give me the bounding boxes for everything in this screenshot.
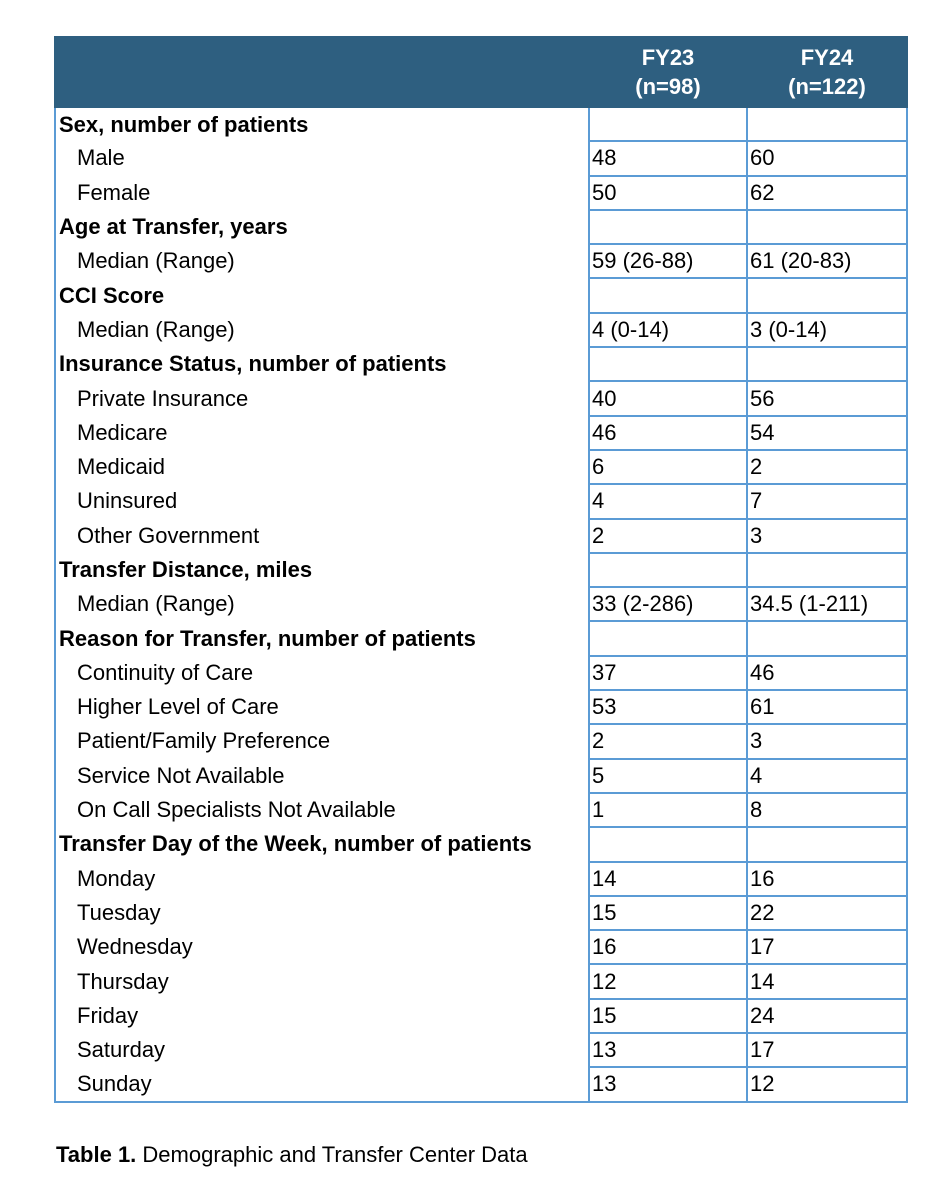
table-row xyxy=(55,724,907,758)
header-blank-cell xyxy=(55,37,589,107)
row-label: Male xyxy=(55,141,589,175)
table-row xyxy=(55,930,907,964)
table-row xyxy=(55,176,907,210)
row-label: Uninsured xyxy=(55,484,589,518)
row-label: On Call Specialists Not Available xyxy=(55,793,589,827)
fy23-value: 59 (26-88) xyxy=(589,244,747,278)
fy24-value: 24 xyxy=(747,999,907,1033)
fy24-value: 22 xyxy=(747,896,907,930)
fy23-value xyxy=(589,827,747,861)
fy23-value: 2 xyxy=(589,519,747,553)
fy23-value: 14 xyxy=(589,862,747,896)
fy23-value: 40 xyxy=(589,381,747,415)
table-row xyxy=(55,862,907,896)
section-row xyxy=(55,107,907,141)
row-label: Service Not Available xyxy=(55,759,589,793)
table-row xyxy=(55,244,907,278)
fy23-value: 50 xyxy=(589,176,747,210)
fy24-value: 7 xyxy=(747,484,907,518)
fy23-value: 4 xyxy=(589,484,747,518)
fy23-value: 53 xyxy=(589,690,747,724)
fy24-value: 54 xyxy=(747,416,907,450)
fy24-value: 12 xyxy=(747,1067,907,1101)
header-fy23-count: (n=98) xyxy=(635,74,701,99)
header-fy23-title: FY23 xyxy=(641,45,695,70)
table-row xyxy=(55,1033,907,1067)
fy23-value: 2 xyxy=(589,724,747,758)
fy24-value: 3 xyxy=(747,724,907,758)
row-label: Saturday xyxy=(55,1033,589,1067)
section-heading: Sex, number of patients xyxy=(55,107,589,141)
table-row xyxy=(55,1067,907,1101)
header-fy24 xyxy=(747,37,907,107)
section-heading: Reason for Transfer, number of patients xyxy=(55,621,589,655)
row-label: Female xyxy=(55,176,589,210)
fy24-value xyxy=(747,553,907,587)
row-label: Tuesday xyxy=(55,896,589,930)
fy23-value: 4 (0-14) xyxy=(589,313,747,347)
row-label: Medicare xyxy=(55,416,589,450)
row-label: Monday xyxy=(55,862,589,896)
fy23-value xyxy=(589,347,747,381)
fy24-value xyxy=(747,347,907,381)
row-label: Continuity of Care xyxy=(55,656,589,690)
fy24-value: 34.5 (1-211) xyxy=(747,587,907,621)
table-row xyxy=(55,999,907,1033)
fy23-value: 13 xyxy=(589,1033,747,1067)
row-label: Sunday xyxy=(55,1067,589,1101)
table-body xyxy=(55,107,907,1102)
row-label: Median (Range) xyxy=(55,244,589,278)
table-row xyxy=(55,896,907,930)
fy23-value: 13 xyxy=(589,1067,747,1101)
fy24-value xyxy=(747,278,907,312)
table-row xyxy=(55,587,907,621)
fy23-value xyxy=(589,278,747,312)
header-row xyxy=(55,37,907,107)
fy24-value: 17 xyxy=(747,930,907,964)
fy23-value: 12 xyxy=(589,964,747,998)
fy24-value: 14 xyxy=(747,964,907,998)
fy24-value: 17 xyxy=(747,1033,907,1067)
table-row xyxy=(55,793,907,827)
fy24-value: 60 xyxy=(747,141,907,175)
fy23-value xyxy=(589,210,747,244)
table-row xyxy=(55,141,907,175)
table-row xyxy=(55,416,907,450)
table-row xyxy=(55,690,907,724)
row-label: Thursday xyxy=(55,964,589,998)
fy24-value: 61 (20-83) xyxy=(747,244,907,278)
fy24-value: 16 xyxy=(747,862,907,896)
fy24-value xyxy=(747,621,907,655)
row-label: Median (Range) xyxy=(55,313,589,347)
row-label: Wednesday xyxy=(55,930,589,964)
fy24-value: 61 xyxy=(747,690,907,724)
section-row xyxy=(55,210,907,244)
caption-label: Table 1. xyxy=(56,1142,137,1167)
section-heading: Transfer Day of the Week, number of patients xyxy=(55,827,589,861)
fy23-value: 15 xyxy=(589,896,747,930)
table-row xyxy=(55,656,907,690)
header-fy24-count: (n=122) xyxy=(788,74,866,99)
section-row xyxy=(55,553,907,587)
fy23-value: 5 xyxy=(589,759,747,793)
row-label: Median (Range) xyxy=(55,587,589,621)
fy24-value xyxy=(747,107,907,141)
caption-text: Demographic and Transfer Center Data xyxy=(136,1142,528,1167)
fy23-value: 48 xyxy=(589,141,747,175)
table-row xyxy=(55,964,907,998)
row-label: Friday xyxy=(55,999,589,1033)
fy23-value: 33 (2-286) xyxy=(589,587,747,621)
table-row xyxy=(55,484,907,518)
fy24-value: 2 xyxy=(747,450,907,484)
row-label: Higher Level of Care xyxy=(55,690,589,724)
table-row xyxy=(55,313,907,347)
demographics-table xyxy=(54,36,908,1103)
fy23-value: 37 xyxy=(589,656,747,690)
table-header xyxy=(55,37,907,107)
table-row xyxy=(55,759,907,793)
row-label: Medicaid xyxy=(55,450,589,484)
fy23-value: 6 xyxy=(589,450,747,484)
fy24-value: 8 xyxy=(747,793,907,827)
fy24-value: 56 xyxy=(747,381,907,415)
section-heading: Insurance Status, number of patients xyxy=(55,347,589,381)
section-row xyxy=(55,827,907,861)
header-fy23 xyxy=(589,37,747,107)
fy23-value: 16 xyxy=(589,930,747,964)
section-row xyxy=(55,278,907,312)
fy23-value xyxy=(589,107,747,141)
table-row xyxy=(55,519,907,553)
fy24-value: 3 xyxy=(747,519,907,553)
section-heading: Age at Transfer, years xyxy=(55,210,589,244)
fy23-value xyxy=(589,553,747,587)
row-label: Private Insurance xyxy=(55,381,589,415)
section-row xyxy=(55,347,907,381)
row-label: Other Government xyxy=(55,519,589,553)
row-label: Patient/Family Preference xyxy=(55,724,589,758)
fy23-value xyxy=(589,621,747,655)
fy23-value: 15 xyxy=(589,999,747,1033)
fy24-value: 62 xyxy=(747,176,907,210)
section-heading: CCI Score xyxy=(55,278,589,312)
header-fy24-title: FY24 xyxy=(800,45,854,70)
fy24-value xyxy=(747,827,907,861)
fy24-value: 4 xyxy=(747,759,907,793)
fy24-value xyxy=(747,210,907,244)
table-row xyxy=(55,381,907,415)
table-row xyxy=(55,450,907,484)
section-heading: Transfer Distance, miles xyxy=(55,553,589,587)
fy23-value: 1 xyxy=(589,793,747,827)
table-caption xyxy=(56,1140,528,1170)
section-row xyxy=(55,621,907,655)
fy24-value: 3 (0-14) xyxy=(747,313,907,347)
fy24-value: 46 xyxy=(747,656,907,690)
fy23-value: 46 xyxy=(589,416,747,450)
